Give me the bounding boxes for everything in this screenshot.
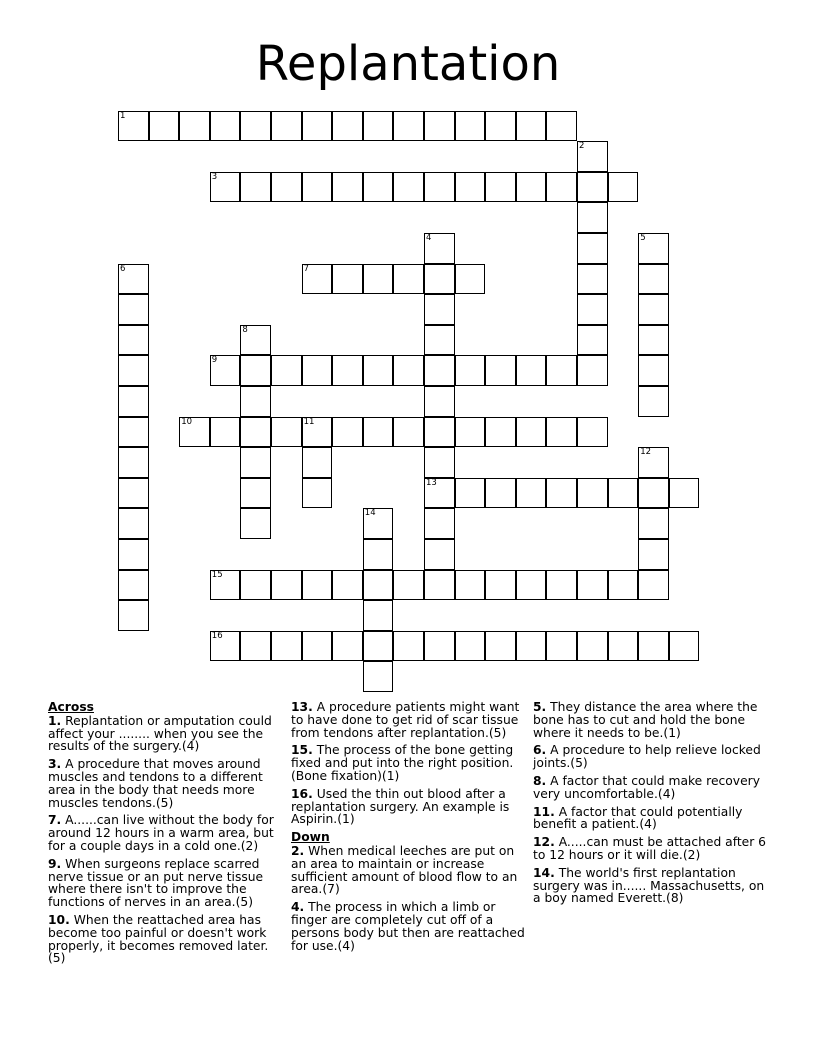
grid-cell[interactable] bbox=[424, 325, 455, 356]
grid-cell[interactable] bbox=[485, 631, 516, 662]
clue-item bbox=[533, 775, 773, 801]
clue-item-number: 14. bbox=[533, 865, 555, 880]
clue-number: 9 bbox=[211, 355, 218, 366]
clue-item-text: The process of the bone getting fixed and put into the right position.(Bone fixation)(1) bbox=[291, 743, 514, 783]
clue-number: 11 bbox=[303, 416, 315, 427]
grid-cell[interactable] bbox=[210, 570, 241, 601]
clue-item-number: 12. bbox=[533, 835, 555, 850]
grid-cell[interactable] bbox=[424, 264, 455, 295]
grid-cell[interactable] bbox=[424, 508, 455, 539]
grid-cell[interactable] bbox=[118, 478, 149, 509]
grid-cell[interactable] bbox=[363, 570, 394, 601]
grid-cell[interactable] bbox=[455, 631, 486, 662]
clue-item-text: A procedure to help relieve locked joints.(5) bbox=[533, 743, 761, 771]
clue-item-text: A factor that could make recovery very uncomfortable.(4) bbox=[533, 773, 760, 801]
clue-item bbox=[533, 744, 773, 770]
clue-number: 3 bbox=[211, 171, 218, 182]
grid-cell[interactable] bbox=[302, 417, 333, 448]
grid-cell[interactable] bbox=[608, 631, 639, 662]
grid-cell[interactable] bbox=[485, 111, 516, 142]
clue-item bbox=[48, 914, 284, 965]
grid-cell[interactable] bbox=[118, 325, 149, 356]
grid-cell[interactable] bbox=[271, 111, 302, 142]
grid-cell[interactable] bbox=[577, 264, 608, 295]
clue-number: 10 bbox=[181, 416, 193, 427]
grid-cell[interactable] bbox=[118, 264, 149, 295]
grid-cell[interactable] bbox=[638, 539, 669, 570]
grid-cell[interactable] bbox=[455, 111, 486, 142]
clue-item-number: 1. bbox=[48, 713, 62, 728]
clue-item bbox=[291, 845, 527, 896]
grid-cell[interactable] bbox=[118, 386, 149, 417]
clue-item-text: A......can live without the body for around 12 hours in a warm area, but for a couple days in a cold one.(2) bbox=[48, 813, 274, 853]
grid-cell[interactable] bbox=[118, 570, 149, 601]
grid-cell[interactable] bbox=[424, 631, 455, 662]
clue-item-number: 16. bbox=[291, 786, 313, 801]
grid-cell[interactable] bbox=[546, 478, 577, 509]
puzzle-title: Replantation bbox=[255, 36, 561, 92]
grid-cell[interactable] bbox=[240, 355, 271, 386]
grid-cell[interactable] bbox=[118, 111, 149, 142]
grid-cell[interactable] bbox=[424, 539, 455, 570]
grid-cell[interactable] bbox=[240, 111, 271, 142]
grid-cell[interactable] bbox=[118, 355, 149, 386]
grid-cell[interactable] bbox=[210, 172, 241, 203]
grid-cell[interactable] bbox=[424, 386, 455, 417]
grid-cell[interactable] bbox=[302, 172, 333, 203]
grid-cell[interactable] bbox=[149, 111, 180, 142]
clue-item-number: 6. bbox=[533, 743, 547, 758]
grid-cell[interactable] bbox=[118, 539, 149, 570]
grid-cell[interactable] bbox=[608, 172, 639, 203]
grid-cell[interactable] bbox=[516, 111, 547, 142]
grid-cell[interactable] bbox=[424, 172, 455, 203]
grid-cell[interactable] bbox=[424, 478, 455, 509]
grid-cell[interactable] bbox=[516, 355, 547, 386]
grid-cell[interactable] bbox=[455, 570, 486, 601]
grid-cell[interactable] bbox=[240, 508, 271, 539]
grid-cell[interactable] bbox=[118, 447, 149, 478]
grid-cell[interactable] bbox=[455, 417, 486, 448]
grid-cell[interactable] bbox=[393, 570, 424, 601]
grid-cell[interactable] bbox=[240, 478, 271, 509]
clues-column-2 bbox=[291, 701, 527, 957]
grid-cell[interactable] bbox=[363, 661, 394, 692]
grid-cell[interactable] bbox=[577, 233, 608, 264]
grid-cell[interactable] bbox=[424, 233, 455, 264]
grid-cell[interactable] bbox=[393, 111, 424, 142]
clue-item bbox=[48, 858, 284, 909]
grid-cell[interactable] bbox=[485, 355, 516, 386]
grid-cell[interactable] bbox=[302, 264, 333, 295]
clue-number: 2 bbox=[579, 141, 585, 152]
grid-cell[interactable] bbox=[393, 631, 424, 662]
grid-cell[interactable] bbox=[240, 570, 271, 601]
grid-cell[interactable] bbox=[455, 478, 486, 509]
grid-cell[interactable] bbox=[271, 355, 302, 386]
clue-item-text: Used the thin out blood after a replantation surgery. An example is Aspirin.(1) bbox=[291, 786, 510, 827]
grid-cell[interactable] bbox=[638, 233, 669, 264]
grid-cell[interactable] bbox=[577, 570, 608, 601]
grid-cell[interactable] bbox=[546, 417, 577, 448]
clue-item-number: 3. bbox=[48, 757, 62, 772]
grid-cell[interactable] bbox=[638, 570, 669, 601]
grid-cell[interactable] bbox=[424, 570, 455, 601]
grid-cell[interactable] bbox=[393, 417, 424, 448]
grid-cell[interactable] bbox=[118, 294, 149, 325]
grid-cell[interactable] bbox=[210, 355, 241, 386]
clue-item-number: 2. bbox=[291, 843, 305, 858]
grid-cell[interactable] bbox=[638, 447, 669, 478]
grid-cell[interactable] bbox=[332, 417, 363, 448]
clue-item-text: When medical leeches are put on an area to maintain or increase sufficient amount of blood flow to an area.(7) bbox=[291, 843, 518, 897]
grid-cell[interactable] bbox=[577, 172, 608, 203]
grid-cell[interactable] bbox=[363, 264, 394, 295]
grid-cell[interactable] bbox=[577, 325, 608, 356]
clue-item bbox=[291, 701, 527, 739]
grid-cell[interactable] bbox=[669, 631, 700, 662]
grid-cell[interactable] bbox=[485, 478, 516, 509]
grid-cell[interactable] bbox=[455, 355, 486, 386]
clue-item-text: When surgeons replace scarred nerve tissue or an put nerve tissue where there isn't to improve the functions of nerves in an area.(5) bbox=[48, 856, 264, 910]
grid-cell[interactable] bbox=[608, 570, 639, 601]
clue-item bbox=[48, 814, 284, 852]
clue-item-number: 9. bbox=[48, 856, 62, 871]
grid-cell[interactable] bbox=[363, 172, 394, 203]
clue-item-text: The process in which a limb or finger are completely cut off of a persons body but then are reattached for use.(4) bbox=[291, 900, 525, 953]
grid-cell[interactable] bbox=[577, 417, 608, 448]
grid-cell[interactable] bbox=[332, 111, 363, 142]
grid-cell[interactable] bbox=[240, 447, 271, 478]
grid-cell[interactable] bbox=[424, 355, 455, 386]
clue-number: 15 bbox=[211, 569, 223, 580]
grid-cell[interactable] bbox=[424, 294, 455, 325]
grid-cell[interactable] bbox=[363, 631, 394, 662]
clue-item-text: A procedure that moves around muscles and tendons to a different area in the body that needs more muscles tendons.(5) bbox=[48, 757, 263, 810]
grid-cell[interactable] bbox=[363, 508, 394, 539]
grid-cell[interactable] bbox=[332, 172, 363, 203]
grid-cell[interactable] bbox=[363, 111, 394, 142]
grid-cell[interactable] bbox=[393, 355, 424, 386]
grid-cell[interactable] bbox=[485, 570, 516, 601]
grid-cell[interactable] bbox=[240, 325, 271, 356]
grid-cell[interactable] bbox=[455, 172, 486, 203]
clue-item-text: The world's first replantation surgery was in...... Massachusetts, on a boy named Everett.(8) bbox=[533, 865, 765, 906]
grid-cell[interactable] bbox=[393, 172, 424, 203]
clue-number: 6 bbox=[120, 263, 126, 274]
grid-cell[interactable] bbox=[363, 600, 394, 631]
grid-cell[interactable] bbox=[179, 417, 210, 448]
grid-cell[interactable] bbox=[638, 508, 669, 539]
grid-cell[interactable] bbox=[302, 570, 333, 601]
clue-item-text: Replantation or amputation could affect your ........ when you see the results of the surgery.(4) bbox=[48, 713, 272, 754]
grid-cell[interactable] bbox=[271, 570, 302, 601]
clue-item-number: 11. bbox=[533, 804, 555, 819]
grid-cell[interactable] bbox=[577, 478, 608, 509]
clue-item bbox=[48, 715, 284, 753]
clue-item bbox=[533, 836, 773, 862]
grid-cell[interactable] bbox=[577, 631, 608, 662]
grid-cell[interactable] bbox=[210, 417, 241, 448]
grid-cell[interactable] bbox=[577, 202, 608, 233]
clue-item bbox=[533, 701, 773, 739]
clue-number: 5 bbox=[640, 233, 646, 243]
clue-number: 13 bbox=[426, 477, 437, 488]
clue-number: 16 bbox=[211, 630, 223, 641]
grid-cell[interactable] bbox=[577, 355, 608, 386]
clue-number: 7 bbox=[303, 263, 310, 274]
grid-cell[interactable] bbox=[302, 631, 333, 662]
grid-cell[interactable] bbox=[271, 417, 302, 448]
grid-cell[interactable] bbox=[424, 447, 455, 478]
grid-cell[interactable] bbox=[118, 600, 149, 631]
grid-cell[interactable] bbox=[577, 141, 608, 172]
clues-column-1 bbox=[48, 701, 284, 970]
clue-item-text: A procedure patients might want to have done to get rid of scar tissue from tendons after replantation.(5) bbox=[291, 700, 520, 740]
clue-item bbox=[291, 901, 527, 952]
grid-cell[interactable] bbox=[577, 294, 608, 325]
grid-cell[interactable] bbox=[332, 355, 363, 386]
grid-cell[interactable] bbox=[516, 631, 547, 662]
clue-item-number: 15. bbox=[291, 743, 313, 758]
grid-cell[interactable] bbox=[516, 417, 547, 448]
grid-cell[interactable] bbox=[302, 478, 333, 509]
grid-cell[interactable] bbox=[485, 417, 516, 448]
clue-number: 1 bbox=[120, 110, 126, 121]
grid-cell[interactable] bbox=[271, 631, 302, 662]
grid-cell[interactable] bbox=[363, 417, 394, 448]
grid-cell[interactable] bbox=[638, 631, 669, 662]
clue-item-number: 4. bbox=[291, 900, 305, 915]
grid-cell[interactable] bbox=[210, 631, 241, 662]
grid-cell[interactable] bbox=[485, 172, 516, 203]
clue-number: 4 bbox=[426, 233, 432, 243]
grid-cell[interactable] bbox=[332, 264, 363, 295]
clue-item-number: 13. bbox=[291, 700, 313, 714]
clue-item-number: 5. bbox=[533, 700, 547, 714]
clue-item bbox=[291, 788, 527, 826]
clues-column-3 bbox=[533, 701, 773, 910]
grid-cell[interactable] bbox=[332, 631, 363, 662]
grid-cell[interactable] bbox=[638, 325, 669, 356]
grid-cell[interactable] bbox=[302, 111, 333, 142]
clue-number: 12 bbox=[640, 447, 652, 458]
grid-cell[interactable] bbox=[363, 355, 394, 386]
clue-item bbox=[533, 867, 773, 905]
clue-item-text: A factor that could potentially benefit a patient.(4) bbox=[533, 804, 743, 832]
grid-cell[interactable] bbox=[546, 111, 577, 142]
clue-item bbox=[48, 758, 284, 809]
grid-cell[interactable] bbox=[271, 172, 302, 203]
grid-cell[interactable] bbox=[302, 447, 333, 478]
clue-item bbox=[533, 806, 773, 832]
grid-cell[interactable] bbox=[424, 111, 455, 142]
grid-cell[interactable] bbox=[240, 417, 271, 448]
clue-item bbox=[291, 744, 527, 782]
grid-cell[interactable] bbox=[546, 172, 577, 203]
grid-cell[interactable] bbox=[118, 417, 149, 448]
down-heading: Down bbox=[291, 830, 330, 845]
across-heading: Across bbox=[48, 700, 94, 714]
grid-cell[interactable] bbox=[240, 631, 271, 662]
grid-cell[interactable] bbox=[669, 478, 700, 509]
clue-item-number: 8. bbox=[533, 773, 547, 788]
grid-cell[interactable] bbox=[638, 294, 669, 325]
grid-cell[interactable] bbox=[424, 417, 455, 448]
grid-cell[interactable] bbox=[638, 386, 669, 417]
grid-cell[interactable] bbox=[363, 539, 394, 570]
grid-cell[interactable] bbox=[455, 264, 486, 295]
grid-cell[interactable] bbox=[546, 631, 577, 662]
clue-item-text: They distance the area where the bone has to cut and hold the bone where it needs to be.(1) bbox=[533, 700, 758, 740]
grid-cell[interactable] bbox=[638, 478, 669, 509]
grid-cell[interactable] bbox=[638, 355, 669, 386]
grid-cell[interactable] bbox=[302, 355, 333, 386]
grid-cell[interactable] bbox=[516, 172, 547, 203]
grid-cell[interactable] bbox=[118, 508, 149, 539]
grid-cell[interactable] bbox=[546, 355, 577, 386]
grid-cell[interactable] bbox=[608, 478, 639, 509]
clue-number: 14 bbox=[364, 508, 376, 519]
grid-cell[interactable] bbox=[210, 111, 241, 142]
grid-cell[interactable] bbox=[516, 478, 547, 509]
clue-item-number: 7. bbox=[48, 813, 62, 828]
clue-number: 8 bbox=[242, 324, 248, 335]
grid-cell[interactable] bbox=[546, 570, 577, 601]
grid-cell[interactable] bbox=[240, 386, 271, 417]
grid-cell[interactable] bbox=[393, 264, 424, 295]
grid-cell[interactable] bbox=[179, 111, 210, 142]
grid-cell[interactable] bbox=[240, 172, 271, 203]
grid-cell[interactable] bbox=[332, 570, 363, 601]
clue-item-number: 10. bbox=[48, 912, 70, 927]
grid-cell[interactable] bbox=[638, 264, 669, 295]
clue-item-text: When the reattached area has become too painful or doesn't work properly, it becomes removed later.(5) bbox=[48, 912, 269, 966]
clue-item-text: A.....can must be attached after 6 to 12 hours or it will die.(2) bbox=[533, 835, 767, 862]
grid-cell[interactable] bbox=[516, 570, 547, 601]
